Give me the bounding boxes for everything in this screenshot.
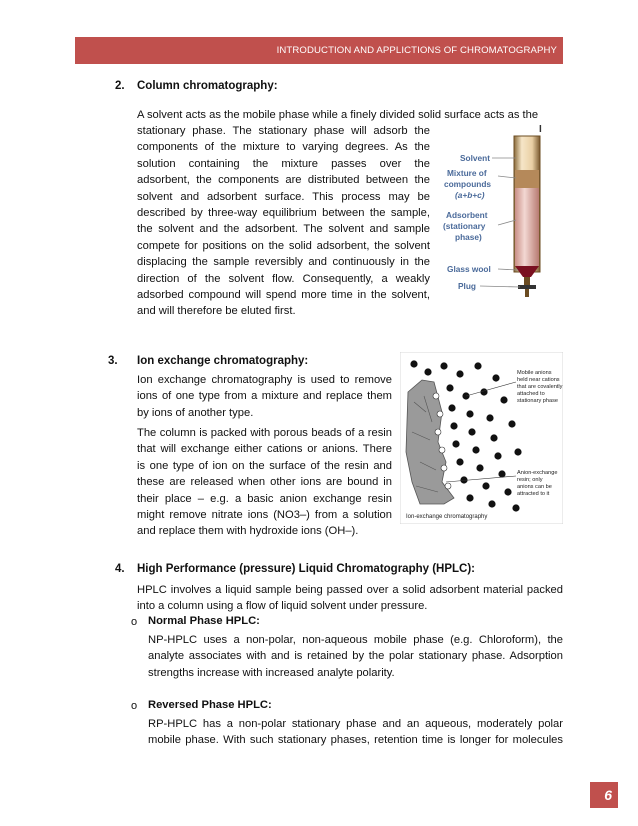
section3-para2 [137,425,392,540]
adsorbent-label-2: (stationary [443,221,486,231]
adsorbent-label-3: phase) [455,232,482,242]
section2-line: stationary phase. The stationary phase will adsorb the [137,125,430,137]
page-number: 6 [604,787,612,803]
adsorbent-region [515,188,539,266]
section3-para2-line: The column is packed with porous beads of a resin [137,427,392,439]
section4-para-line: HPLC involves a liquid sample being passed over a solid adsorbent material packed [137,584,563,596]
mobile-anions-label-2: held near cations [517,377,560,383]
mixture-label-1: Mixture of [447,168,487,178]
reversed-phase-line: mobile phase. With such stationary phases, retention time is longer for molecules [148,734,563,747]
section3-para1-line: ions of one type from a mixture and replace them [137,390,392,403]
mixture-band [515,170,539,188]
section3-para1-line: by ions of another type. [137,406,254,419]
normal-phase-title: Normal Phase HPLC: [148,615,260,627]
section2-number: 2. [115,80,125,92]
section2-line: solution containing the mixture passes over the [137,157,430,170]
section3-para2-line: these are released when other ions are bound in [137,476,392,489]
reversed-phase-title: Reversed Phase HPLC: [148,699,272,711]
mixture-label-3: (a+b+c) [455,190,485,200]
section2-title: Column chromatography: [137,80,278,92]
section2-line: compete for positions on the solid adsorbent, the solvent [137,239,430,252]
section4-title: High Performance (pressure) Liquid Chromatography (HPLC): [137,563,476,575]
resin-label-4: attracted to it [517,491,550,497]
section3-para2-line: might remove nitrate ions (NO3–) from a solution [137,509,392,522]
section4-para-line: into a column using a flow of liquid solvent under pressure. [137,600,428,613]
section3-number: 3. [108,355,118,367]
ion-exchange-caption: Ion-exchange chromatography [406,514,488,520]
figure-roman-label: I [539,124,542,135]
section3-para2-line: their place – e.g. a basic anion exchange resin [137,492,392,505]
header-bar [75,37,563,64]
mobile-anions-label-3: that are covalently [517,384,563,390]
mobile-anions-label-5: stationary phase [517,398,559,404]
section2-line: displacing the sample reversibly and continuously in the [137,256,430,269]
column-tip [525,289,529,297]
header-title: INTRODUCTION AND APPLICTIONS OF CHROMATOGRAPHY [276,45,557,56]
section3-para1 [137,372,392,421]
reversed-phase-line: RP-HPLC has a non-polar stationary phase and an aqueous, moderately polar [148,718,563,730]
ion-exchange-diagram [400,352,563,524]
section2-line: direction of the solvent flow. Consequently, a weakly [137,272,430,285]
normal-bullet: o [131,616,138,628]
section3-para2-line: that will exchange either cations or anions. There [137,443,392,456]
reversed-phase-body [148,716,563,749]
section2-body [137,123,430,320]
section2-line: solvent and adsorbent surface. This process may be [137,190,430,203]
solvent-label: Solvent [460,153,490,163]
section2-line: the solvent and the adsorbent. The solvent and sample [137,223,430,236]
section2-line: components of the mixture to varying degrees. As the [137,141,430,154]
section2-lead: A solvent acts as the mobile phase while a finely divided solid surface acts as the [137,109,539,121]
page-number-box [590,782,618,808]
resin-label-1: Anion-exchange [517,470,558,476]
section4-number: 4. [115,563,125,575]
section3-para2-line: is one type of ion on the surface of the resin and [137,459,392,472]
adsorbent-label-1: Adsorbent [446,210,488,220]
reversed-bullet: o [131,700,138,712]
section4-para [137,582,563,615]
section3-para1-line: Ion exchange chromatography is used to remove [137,374,392,386]
normal-phase-body [148,632,563,681]
section2-line: and will therefore be eluted first. [137,305,296,318]
section2-line: adsorbed compound will spend more time in the solvent, [137,289,430,302]
stopcock [518,285,536,289]
normal-phase-line: analyte associates with and is retained by the polar stationary phase. Adsorption [148,650,563,663]
plug-label: Plug [458,281,476,291]
mobile-anions-label-4: attached to [517,391,545,397]
section3-title: Ion exchange chromatography: [137,355,309,367]
glass-wool-label: Glass wool [447,264,491,274]
column-diagram [438,120,563,302]
section2-line: adsorbent, the components are distributed between the [137,174,430,187]
normal-phase-line: strengths increase with increased analyte polarity. [148,666,395,679]
mobile-anions-label-1: Mobile anions [517,370,552,376]
mixture-label-2: compounds [444,179,492,189]
normal-phase-line: NP-HPLC uses a non-polar, non-aqueous mobile phase (e.g. Chloroform), the [148,634,563,646]
resin-label-3: anions can be [517,484,552,490]
resin-label-2: resin; only [517,477,543,483]
section3-para2-line: and replace them with hydroxide ions (OH–). [137,525,359,538]
section2-line: described by three-way equilibrium between the sample, [137,207,430,220]
